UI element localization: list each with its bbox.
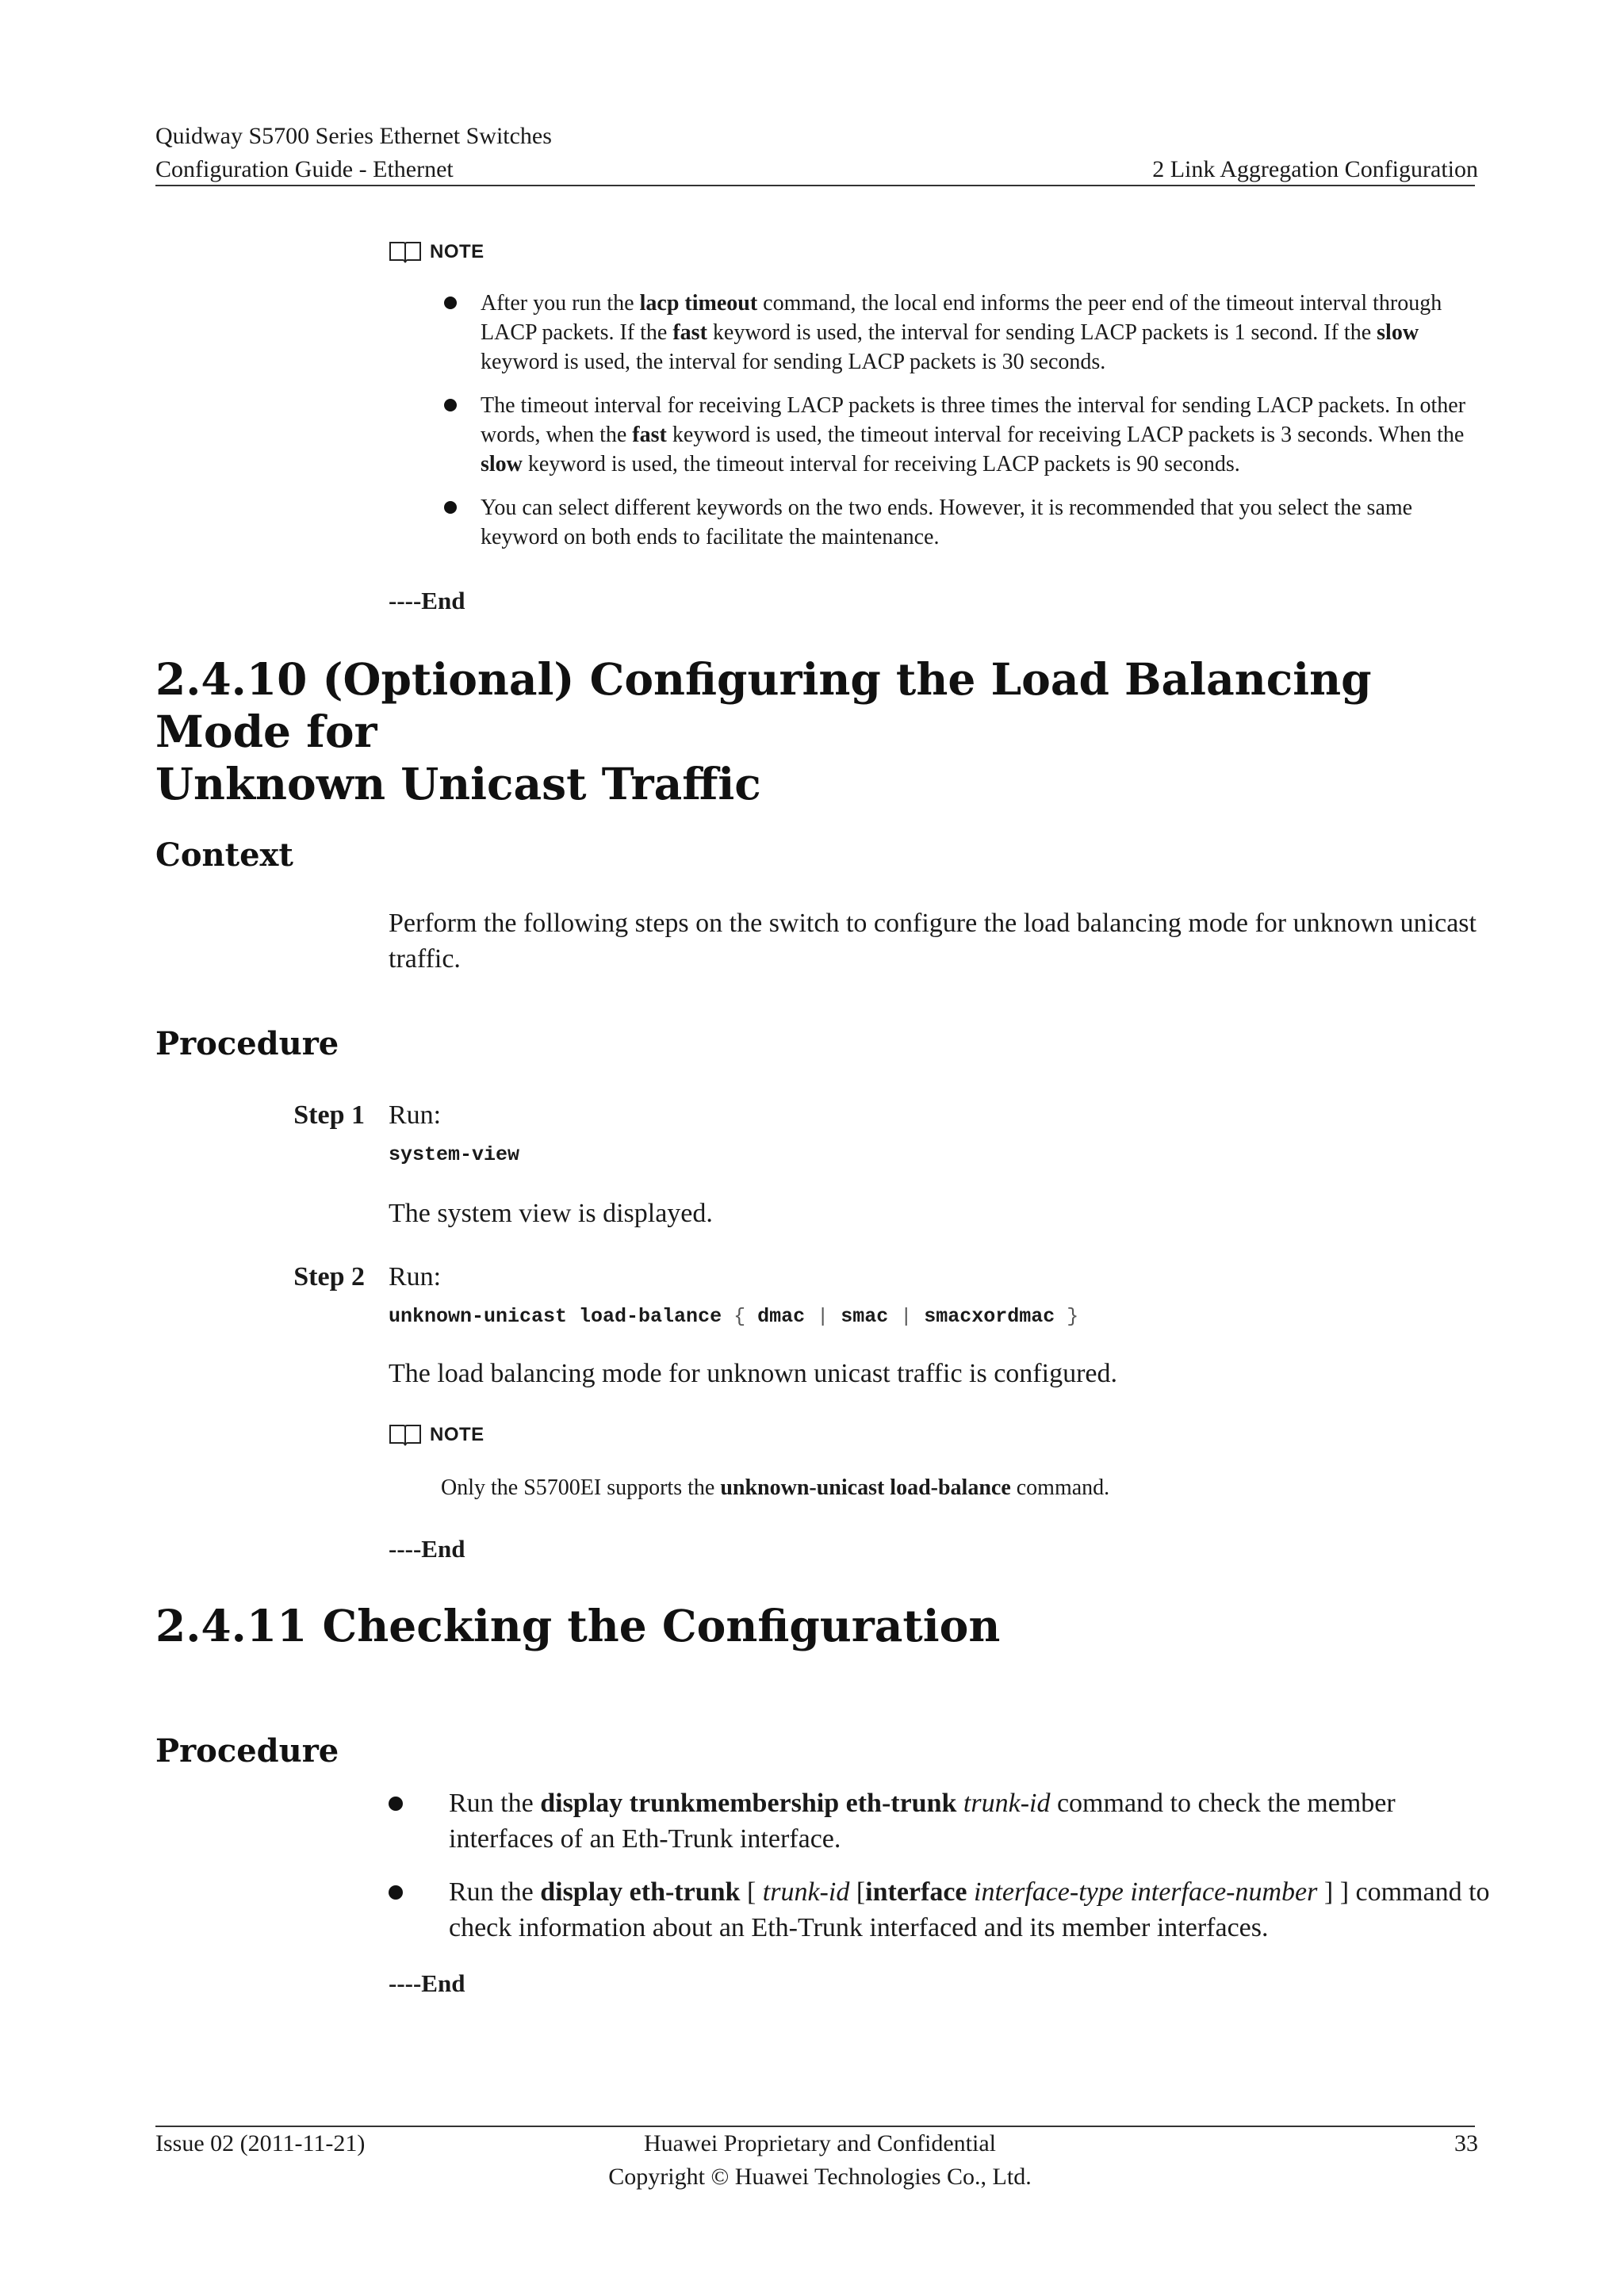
end-marker: ----End xyxy=(389,1535,465,1563)
note-header xyxy=(389,239,485,265)
note-label: NOTE xyxy=(430,1424,485,1445)
procedure-heading: Procedure xyxy=(155,1732,339,1770)
note-header xyxy=(389,1422,485,1448)
note-bullet-list xyxy=(444,289,1483,566)
book-icon xyxy=(389,1422,422,1448)
check-bullet: Run the display eth-trunk [ trunk-id [interface interface-type interface-number ] ] command to check information about an Eth-Trunk interfaced and its member interfaces. xyxy=(389,1874,1491,1946)
step-2-result: The load balancing mode for unknown unicast traffic is configured. xyxy=(389,1359,1117,1388)
step-1-command: system-view xyxy=(389,1143,520,1166)
step-2-run: Run: xyxy=(389,1262,442,1292)
note-bullet: After you run the lacp timeout command, the local end informs the peer end of the timeout interval through LACP packets. If the fast keyword is used, the interval for sending LACP packets is 1 second. If the slow keyword is used, the interval for sending LACP packets is 30 seconds. xyxy=(444,289,1483,377)
section-title-2-4-11: 2.4.11 Checking the Configuration xyxy=(155,1600,1001,1651)
bullet-icon xyxy=(389,1885,403,1900)
bullet-icon xyxy=(389,1797,403,1811)
header-guide: Configuration Guide - Ethernet xyxy=(155,156,454,182)
page-number: 33 xyxy=(1454,2130,1478,2156)
header-rule xyxy=(155,185,1475,186)
footer-issue: Issue 02 (2011-11-21) xyxy=(155,2130,366,2156)
footer-copyright: Copyright © Huawei Technologies Co., Ltd. xyxy=(608,2164,1032,2190)
step-1-run: Run: xyxy=(389,1100,442,1130)
book-icon xyxy=(389,239,422,265)
note-bullet: You can select different keywords on the two ends. However, it is recommended that you select the same keyword on both ends to facilitate the maintenance. xyxy=(444,493,1483,552)
check-bullet: Run the display trunkmembership eth-trunk trunk-id command to check the member interfaces of an Eth-Trunk interface. xyxy=(389,1785,1491,1857)
note-bullet: The timeout interval for receiving LACP packets is three times the interval for sending LACP packets. In other words, when the fast keyword is used, the timeout interval for receiving LACP packets is 3 seconds. When the slow keyword is used, the timeout interval for receiving LACP packets is 90 seconds. xyxy=(444,391,1483,479)
check-bullet-list xyxy=(389,1785,1491,1963)
step-1-label: Step 1 xyxy=(293,1100,365,1130)
context-text: Perform the following steps on the switch to configure the load balancing mode for unknown unicast traffic. xyxy=(389,909,1477,974)
bullet-icon xyxy=(444,399,457,411)
end-marker: ----End xyxy=(389,587,465,614)
note-label: NOTE xyxy=(430,241,485,262)
step-1-result: The system view is displayed. xyxy=(389,1199,713,1228)
end-marker: ----End xyxy=(389,1969,465,1997)
step-2-command: unknown-unicast load-balance { dmac | smac | smacxordmac } xyxy=(389,1305,1079,1328)
header-product: Quidway S5700 Series Ethernet Switches xyxy=(155,123,552,149)
footer-rule xyxy=(155,2126,1475,2127)
context-heading: Context xyxy=(155,836,293,874)
step-2-label: Step 2 xyxy=(293,1262,365,1292)
note-text: Only the S5700EI supports the unknown-unicast load-balance command. xyxy=(441,1475,1110,1500)
section-title-2-4-10: 2.4.10 (Optional) Configuring the Load Balancing Mode for Unknown Unicast Traffic xyxy=(155,653,1372,809)
procedure-heading: Procedure xyxy=(155,1025,339,1062)
header-chapter: 2 Link Aggregation Configuration xyxy=(1152,156,1478,182)
bullet-icon xyxy=(444,501,457,514)
bullet-icon xyxy=(444,297,457,309)
footer-confidential: Huawei Proprietary and Confidential xyxy=(643,2130,997,2156)
